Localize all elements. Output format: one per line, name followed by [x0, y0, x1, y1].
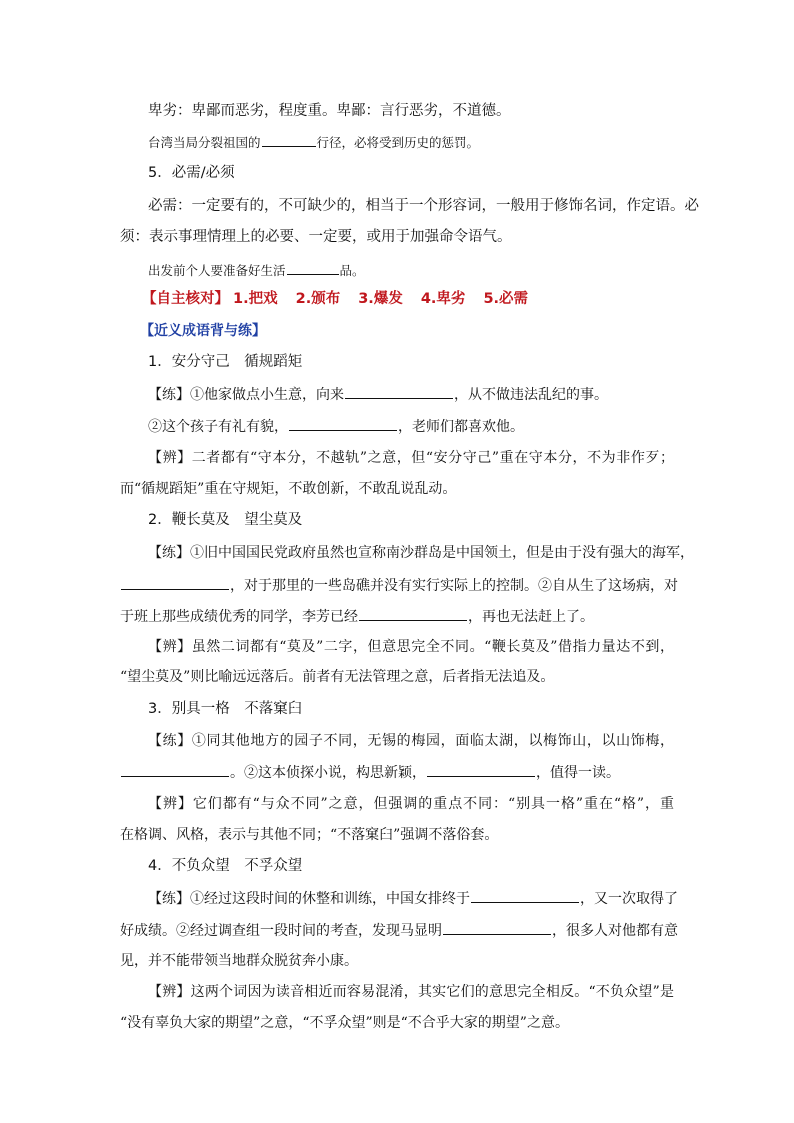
- idiom2-practice-1: 【练】①旧中国国民党政府虽然也宣称南沙群岛是中国领土，但是由于没有强大的海军，: [148, 545, 694, 561]
- section5-definition-line1: 必需：一定要有的，不可缺少的，相当于一个形容词，一般用于修饰名词，作定语。必: [148, 198, 699, 214]
- idiom2-practice-2: ，对于那里的一些岛礁并没有实行实际上的控制。②自从生了这场病，对: [120, 576, 674, 595]
- answer-blank[interactable]: [359, 607, 467, 621]
- idiom3-practice-2: 。②这本侦探小说，构思新颖， ，值得一读。: [120, 763, 674, 782]
- idiom4-practice-1: 【练】①经过这段时间的休整和训练，中国女排终于 ，又一次取得了: [148, 891, 678, 907]
- answer-blank[interactable]: [121, 576, 229, 590]
- answer-blank[interactable]: [289, 417, 397, 431]
- answer-blank[interactable]: [287, 261, 339, 275]
- section5-title: 5．必需/必须: [148, 165, 235, 181]
- answer-item: 3.爆发: [358, 291, 403, 307]
- answer-blank[interactable]: [471, 889, 579, 903]
- idiom2-title: 2．鞭长莫及 望尘莫及: [148, 512, 303, 528]
- answer-blank[interactable]: [443, 921, 551, 935]
- answer-blank[interactable]: [345, 385, 453, 399]
- idiom1-practice-1: 【练】①他家做点小生意，向来 ，从不做违法乱纪的事。: [148, 387, 608, 403]
- idiom2-discern-1: 【辨】虽然二词都有“莫及”二字，但意思完全不同。“鞭长莫及”借指力量达不到，: [148, 639, 674, 655]
- self-check-answers: [142, 290, 674, 308]
- idiom1-discern-2: 而“循规蹈矩”重在守规矩，不敢创新，不敢乱说乱动。: [120, 481, 457, 497]
- answer-item: 4.卑劣: [420, 291, 466, 307]
- section5-example: 出发前个人要准备好生活 品。: [148, 263, 365, 278]
- idiom4-discern-2: “没有辜负大家的期望”之意，“不孚众望”则是“不合乎大家的期望”之意。: [120, 1015, 569, 1031]
- idiom3-title: 3．别具一格 不落窠臼: [148, 701, 303, 717]
- section5-definition-line2: 须：表示事理情理上的必要、一定要，或用于加强命令语气。: [120, 229, 512, 245]
- answer-blank[interactable]: [427, 763, 535, 777]
- answer-blank[interactable]: [121, 763, 229, 777]
- section4-example: 台湾当局分裂祖国的 行径，必将受到历史的惩罚。: [148, 135, 480, 150]
- idioms-heading: 【近义成语背与练】: [140, 323, 266, 339]
- idiom1-discern-1: 【辨】二者都有“守本分，不越轨”之意，但“安分守己”重在守本分，不为非作歹；: [148, 450, 674, 466]
- answer-blank[interactable]: [262, 133, 316, 147]
- answer-item: 5.必需: [483, 291, 529, 307]
- answer-item: 2.颁布: [295, 291, 341, 307]
- section4-definition: 卑劣：卑鄙而恶劣，程度重。卑鄙：言行恶劣，不道德。: [148, 103, 511, 119]
- idiom2-practice-3: 于班上那些成绩优秀的同学，李芳已经 ，再也无法赶上了。: [120, 609, 594, 625]
- idiom4-discern-1: 【辨】这两个词因为读音相近而容易混淆，其实它们的意思完全相反。“不负众望”是: [148, 984, 674, 1000]
- idiom3-discern-1: 【辨】它们都有“与众不同”之意，但强调的重点不同：“别具一格”重在“格”，重: [148, 796, 674, 812]
- idiom4-practice-2: 好成绩。②经过调查组一段时间的考查，发现马显明 ，很多人对他都有意: [120, 923, 678, 939]
- idiom1-title: 1．安分守己 循规蹈矩: [148, 354, 303, 370]
- idiom3-discern-2: 在格调、风格，表示与其他不同；“不落窠臼”强调不落俗套。: [120, 827, 499, 843]
- answer-item: 1.把戏: [233, 291, 278, 307]
- idiom4-practice-3: 见，并不能带领当地群众脱贫奔小康。: [120, 953, 358, 969]
- idiom4-title: 4．不负众望 不孚众望: [148, 858, 303, 874]
- answers-label: 【自主核对】: [142, 291, 229, 307]
- idiom2-discern-2: “望尘莫及”则比喻远远落后。前者有无法管理之意，后者指无法追及。: [120, 669, 555, 685]
- idiom3-practice-1: 【练】①同其他地方的园子不同，无锡的梅园，面临太湖，以梅饰山，以山饰梅，: [148, 733, 674, 749]
- idiom1-practice-2: ②这个孩子有礼有貌， ，老师们都喜欢他。: [148, 419, 524, 435]
